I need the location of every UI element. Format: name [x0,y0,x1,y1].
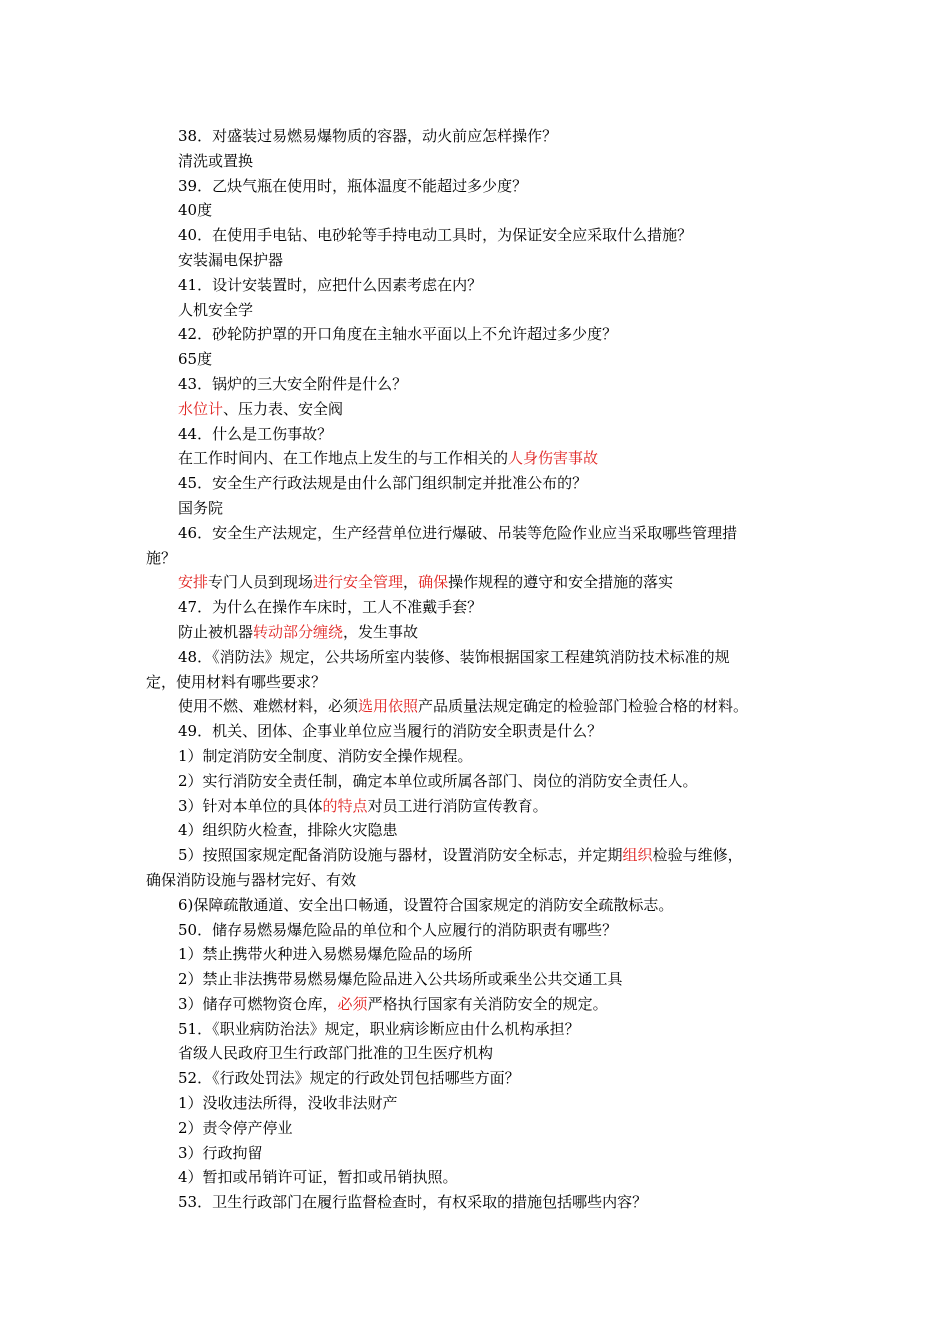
text-line [146,1190,810,1215]
text-line [146,967,810,992]
text-segment: 、压力表、安全阀 [223,399,344,418]
highlighted-text: 的特点 [322,796,368,815]
text-segment: 46．安全生产法规定，生产经营单位进行爆破、吊装等危险作业应当采取哪些管理措 [178,523,738,542]
text-segment: 施？ [146,548,177,567]
text-line [146,422,810,447]
text-segment: 清洗或置换 [178,151,254,170]
text-segment: 51．《职业病防治法》规定，职业病诊断应由什么机构承担？ [178,1019,580,1038]
text-segment: ，发生事故 [343,622,419,641]
text-line [146,223,810,248]
highlighted-text: 安排 [178,573,209,592]
text-segment: 4）暂扣或吊销许可证，暂扣或吊销执照。 [178,1168,458,1187]
text-segment: 定，使用材料有哪些要求？ [146,672,327,691]
text-line [146,794,810,819]
text-segment: 50．储存易燃易爆危险品的单位和个人应履行的消防职责有哪些？ [178,920,618,939]
text-line [146,174,810,199]
text-line [146,124,810,149]
text-segment: 48．《消防法》规定，公共场所室内装修、装饰根据国家工程建筑消防技术标准的规 [178,647,730,666]
text-line [146,521,810,546]
text-segment: 操作规程的遵守和安全措施的落实 [448,573,674,592]
document-body [146,124,810,1215]
text-segment: 1）没收违法所得，没收非法财产 [178,1094,398,1113]
highlighted-text: 选用依照 [358,697,419,716]
text-segment: 5）按照国家规定配备消防设施与器材，设置消防安全标志，并定期 [178,846,623,865]
text-line [146,595,810,620]
text-line [146,149,810,174]
highlighted-text: 人身伤害事故 [508,449,599,468]
text-segment: 专门人员到现场 [208,573,314,592]
text-segment: 47．为什么在操作车床时，工人不准戴手套？ [178,598,483,617]
text-line [146,893,810,918]
text-segment: 43．锅炉的三大安全附件是什么？ [178,374,408,393]
text-segment: 65度 [178,350,213,369]
text-segment: 2）责令停产停业 [178,1118,293,1137]
text-segment: 安装漏电保护器 [178,250,284,269]
text-line [146,992,810,1017]
text-line [146,446,810,471]
text-segment: 国务院 [178,498,224,517]
text-line [146,1017,810,1042]
text-segment: 人机安全学 [178,300,254,319]
text-segment: 省级人民政府卫生行政部门批准的卫生医疗机构 [178,1044,494,1063]
text-segment: 42．砂轮防护罩的开口角度在主轴水平面以上不允许超过多少度？ [178,325,618,344]
text-line [146,298,810,323]
text-line [146,645,810,670]
text-segment: 41．设计安装置时，应把什么因素考虑在内？ [178,275,483,294]
highlighted-text: 水位计 [178,399,224,418]
text-line [146,694,810,719]
text-segment: 防止被机器 [178,622,254,641]
text-line [146,397,810,422]
text-line [146,868,810,893]
text-segment: 52．《行政处罚法》规定的行政处罚包括哪些方面？ [178,1069,520,1088]
text-segment: 40度 [178,201,213,220]
text-line [146,744,810,769]
text-segment: 严格执行国家有关消防安全的规定。 [367,994,608,1013]
text-line [146,471,810,496]
text-line [146,942,810,967]
text-line [146,620,810,645]
text-segment: 产品质量法规定确定的检验部门检验合格的材料。 [418,697,749,716]
text-line [146,322,810,347]
text-line [146,818,810,843]
text-line [146,570,810,595]
text-segment: 2）禁止非法携带易燃易爆危险品进入公共场所或乘坐公共交通工具 [178,970,623,989]
text-segment: 确保消防设施与器材完好、有效 [146,870,357,889]
text-line [146,347,810,372]
text-segment: 38．对盛装过易燃易爆物质的容器，动火前应怎样操作？ [178,127,558,145]
text-line [146,843,810,868]
highlighted-text: 转动部分缠绕 [253,622,344,641]
text-segment: ， [403,573,419,592]
text-segment: 3）针对本单位的具体 [178,796,323,815]
text-segment: 6)保障疏散通道、安全出口畅通，设置符合国家规定的消防安全疏散标志。 [178,895,674,914]
highlighted-text: 进行安全管理 [313,573,404,592]
text-line [146,1141,810,1166]
text-line [146,719,810,744]
text-line [146,769,810,794]
text-segment: 对员工进行消防宣传教育。 [367,796,548,815]
text-segment: 1）禁止携带火种进入易燃易爆危险品的场所 [178,945,473,964]
text-segment: 检验与维修， [652,846,743,865]
text-line [146,1041,810,1066]
text-segment: 40．在使用手电钻、电砂轮等手持电动工具时，为保证安全应采取什么措施？ [178,226,693,245]
text-segment: 使用不燃、难燃材料，必须 [178,697,359,716]
text-line [146,1116,810,1141]
text-line [146,1165,810,1190]
text-segment: 3）储存可燃物资仓库， [178,994,338,1013]
text-segment: 1）制定消防安全制度、消防安全操作规程。 [178,746,473,765]
text-line [146,1091,810,1116]
highlighted-text: 确保 [418,573,449,592]
text-segment: 53．卫生行政部门在履行监督检查时，有权采取的措施包括哪些内容？ [178,1193,648,1212]
text-segment: 39．乙炔气瓶在使用时，瓶体温度不能超过多少度？ [178,176,528,195]
text-segment: 44．什么是工伤事故？ [178,424,333,443]
text-segment: 4）组织防火检查，排除火灾隐患 [178,821,398,840]
text-line [146,546,810,571]
text-line [146,918,810,943]
text-line [146,372,810,397]
highlighted-text: 组织 [622,846,653,865]
highlighted-text: 必须 [337,994,368,1013]
text-segment: 45．安全生产行政法规是由什么部门组织制定并批准公布的？ [178,474,588,493]
text-line [146,1066,810,1091]
text-line [146,198,810,223]
text-segment: 在工作时间内、在工作地点上发生的与工作相关的 [178,449,509,468]
text-segment: 3）行政拘留 [178,1143,263,1162]
text-line [146,248,810,273]
text-segment: 49．机关、团体、企事业单位应当履行的消防安全职责是什么？ [178,722,603,741]
text-segment: 2）实行消防安全责任制，确定本单位或所属各部门、岗位的消防安全责任人。 [178,771,698,790]
text-line [146,670,810,695]
text-line [146,496,810,521]
text-line [146,273,810,298]
